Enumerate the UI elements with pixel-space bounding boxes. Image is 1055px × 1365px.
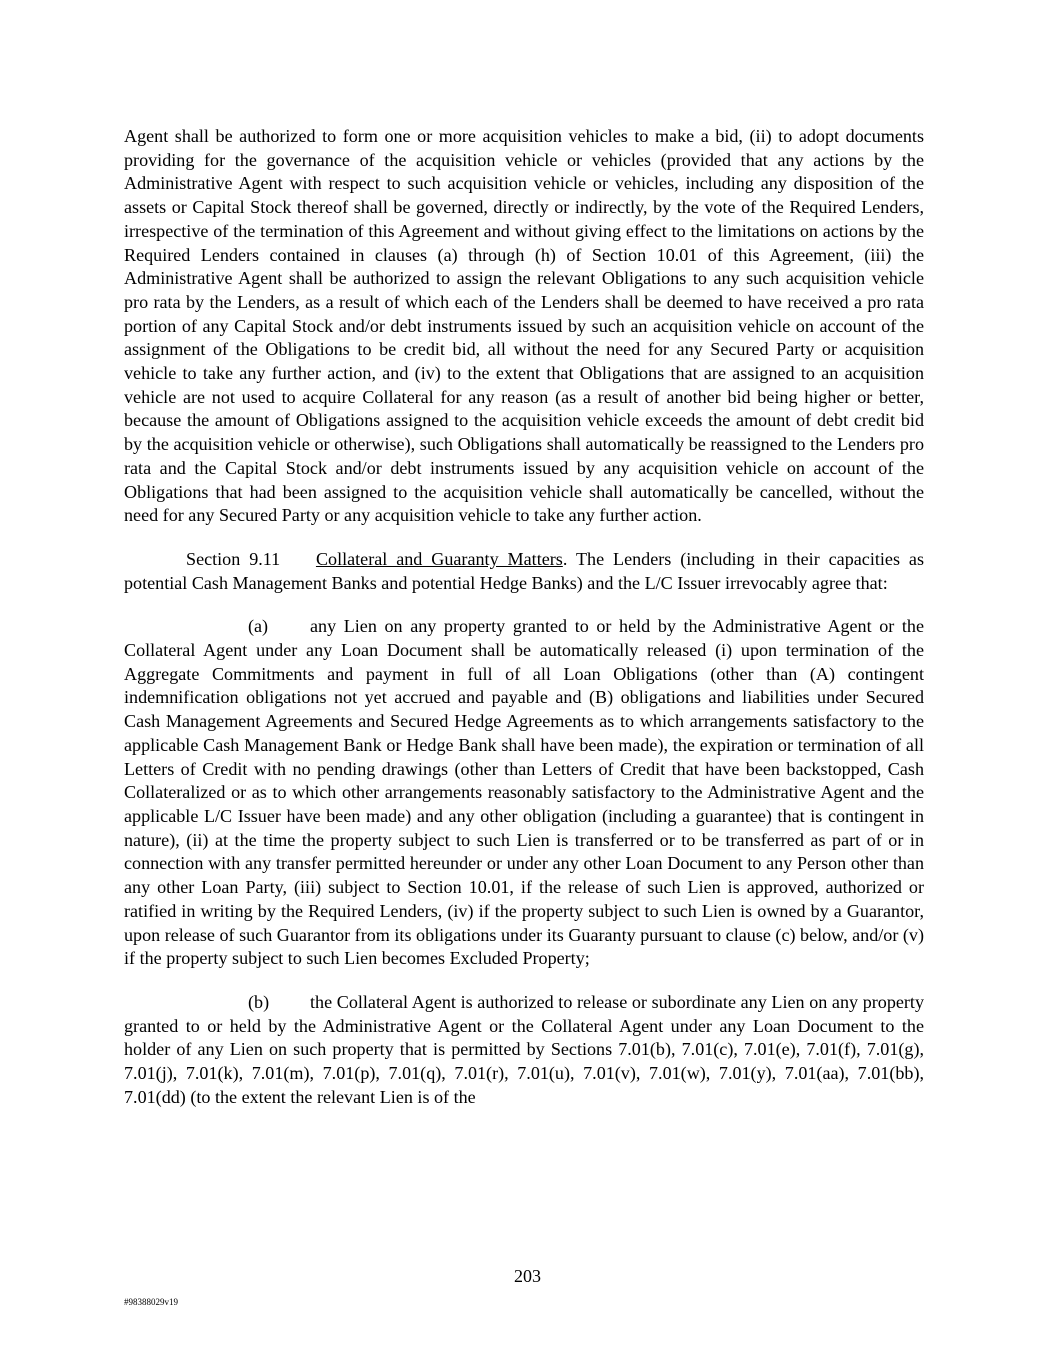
- clause-b-label: (b): [248, 991, 270, 1012]
- clause-b-paragraph: [124, 991, 924, 1110]
- document-body: [124, 125, 924, 1109]
- section-heading: Collateral and Guaranty Matters: [315, 548, 563, 569]
- paragraph-continuation: Agent shall be authorized to form one or more acquisition vehicles to make a bid, (ii) to adopt documents providing for the governance of the acquisition vehicle or vehicles (provided that any actions by the Administrative Agent with respect to such acquisition vehicle or vehicles, including any disposition of the assets or Capital Stock thereof shall be governed, directly or indirectly, by the vote of the Required Lenders, irrespective of the termination of this Agreement and without giving effect to the limitations on actions by the Required Lenders contained in clauses (a) through (h) of Section 10.01 of this Agreement, (iii) the Administrative Agent shall be authorized to assign the relevant Obligations to any such acquisition vehicle pro rata by the Lenders, as a result of which each of the Lenders shall be deemed to have received a pro rata portion of any Capital Stock and/or debt instruments issued by such an acquisition vehicle on account of the assignment of the Obligations to be credit bid, all without the need for any Secured Party or acquisition vehicle to take any further action, and (iv) to the extent that Obligations that are assigned to an acquisition vehicle are not used to acquire Collateral for any reason (as a result of another bid being higher or better, because the amount of Obligations assigned to the acquisition vehicle exceeds the amount of debt credit bid by the acquisition vehicle or otherwise), such Obligations shall automatically be reassigned to the Lenders pro rata and the Capital Stock and/or debt instruments issued by any acquisition vehicle on account of the Obligations that had been assigned to the acquisition vehicle shall automatically be cancelled, without the need for any Secured Party or any acquisition vehicle to take any further action.: [124, 126, 924, 526]
- section-heading-punct: .: [562, 548, 568, 569]
- section-number: Section 9.11: [186, 548, 281, 569]
- clause-a-label: (a): [248, 616, 269, 637]
- clause-b-text: the Collateral Agent is authorized to release or subordinate any Lien on any property granted to or held by the Administrative Agent or the Collateral Agent under any Loan Document to the holder of any Lien on such property that is permitted by Sections 7.01(b), 7.01(c), 7.01(e), 7.01(f), 7.01(g), 7.01(j), 7.01(k), 7.01(m), 7.01(p), 7.01(q), 7.01(r), 7.01(u), 7.01(v), 7.01(w), 7.01(y), 7.01(aa), 7.01(bb), 7.01(dd) (to the extent the relevant Lien is of the: [124, 991, 924, 1107]
- document-id: #98388029v19: [124, 1297, 178, 1307]
- clause-a-paragraph: [124, 615, 924, 971]
- section-text: The Lenders (including in their capacities as potential Cash Management Banks and potential Hedge Banks) and the L/C Issuer irrevocably agree that:: [124, 548, 924, 593]
- section-9-11-paragraph: [124, 548, 924, 595]
- clause-a-text: any Lien on any property granted to or held by the Administrative Agent or the Collateral Agent under any Loan Document shall be automatically released (i) upon termination of the Aggregate Commitments and payment in full of all Loan Obligations (other than (A) contingent indemnification obligations not yet accrued and payable and (B) obligations and liabilities under Secured Cash Management Agreements and Secured Hedge Agreements as to which arrangements satisfactory to the applicable Cash Management Bank or Hedge Bank shall have been made), the expiration or termination of all Letters of Credit with no pending drawings (other than Letters of Credit that have been backstopped, Cash Collateralized or as to which other arrangements reasonably satisfactory to the Administrative Agent and the applicable L/C Issuer have been made) and any other obligation (including a guarantee) that is contingent in nature), (ii) at the time the property subject to such Lien is transferred or to be transferred as part of or in connection with any transfer permitted hereunder or under any other Loan Document to any Person other than any other Loan Party, (iii) subject to Section 10.01, if the release of such Lien is approved, authorized or ratified in writing by the Required Lenders, (iv) if the property subject to such Lien is owned by a Guarantor, upon release of such Guarantor from its obligations under its Guaranty pursuant to clause (c) below, and/or (v) if the property subject to such Lien becomes Excluded Property;: [124, 616, 924, 969]
- page-number: 203: [514, 1266, 541, 1286]
